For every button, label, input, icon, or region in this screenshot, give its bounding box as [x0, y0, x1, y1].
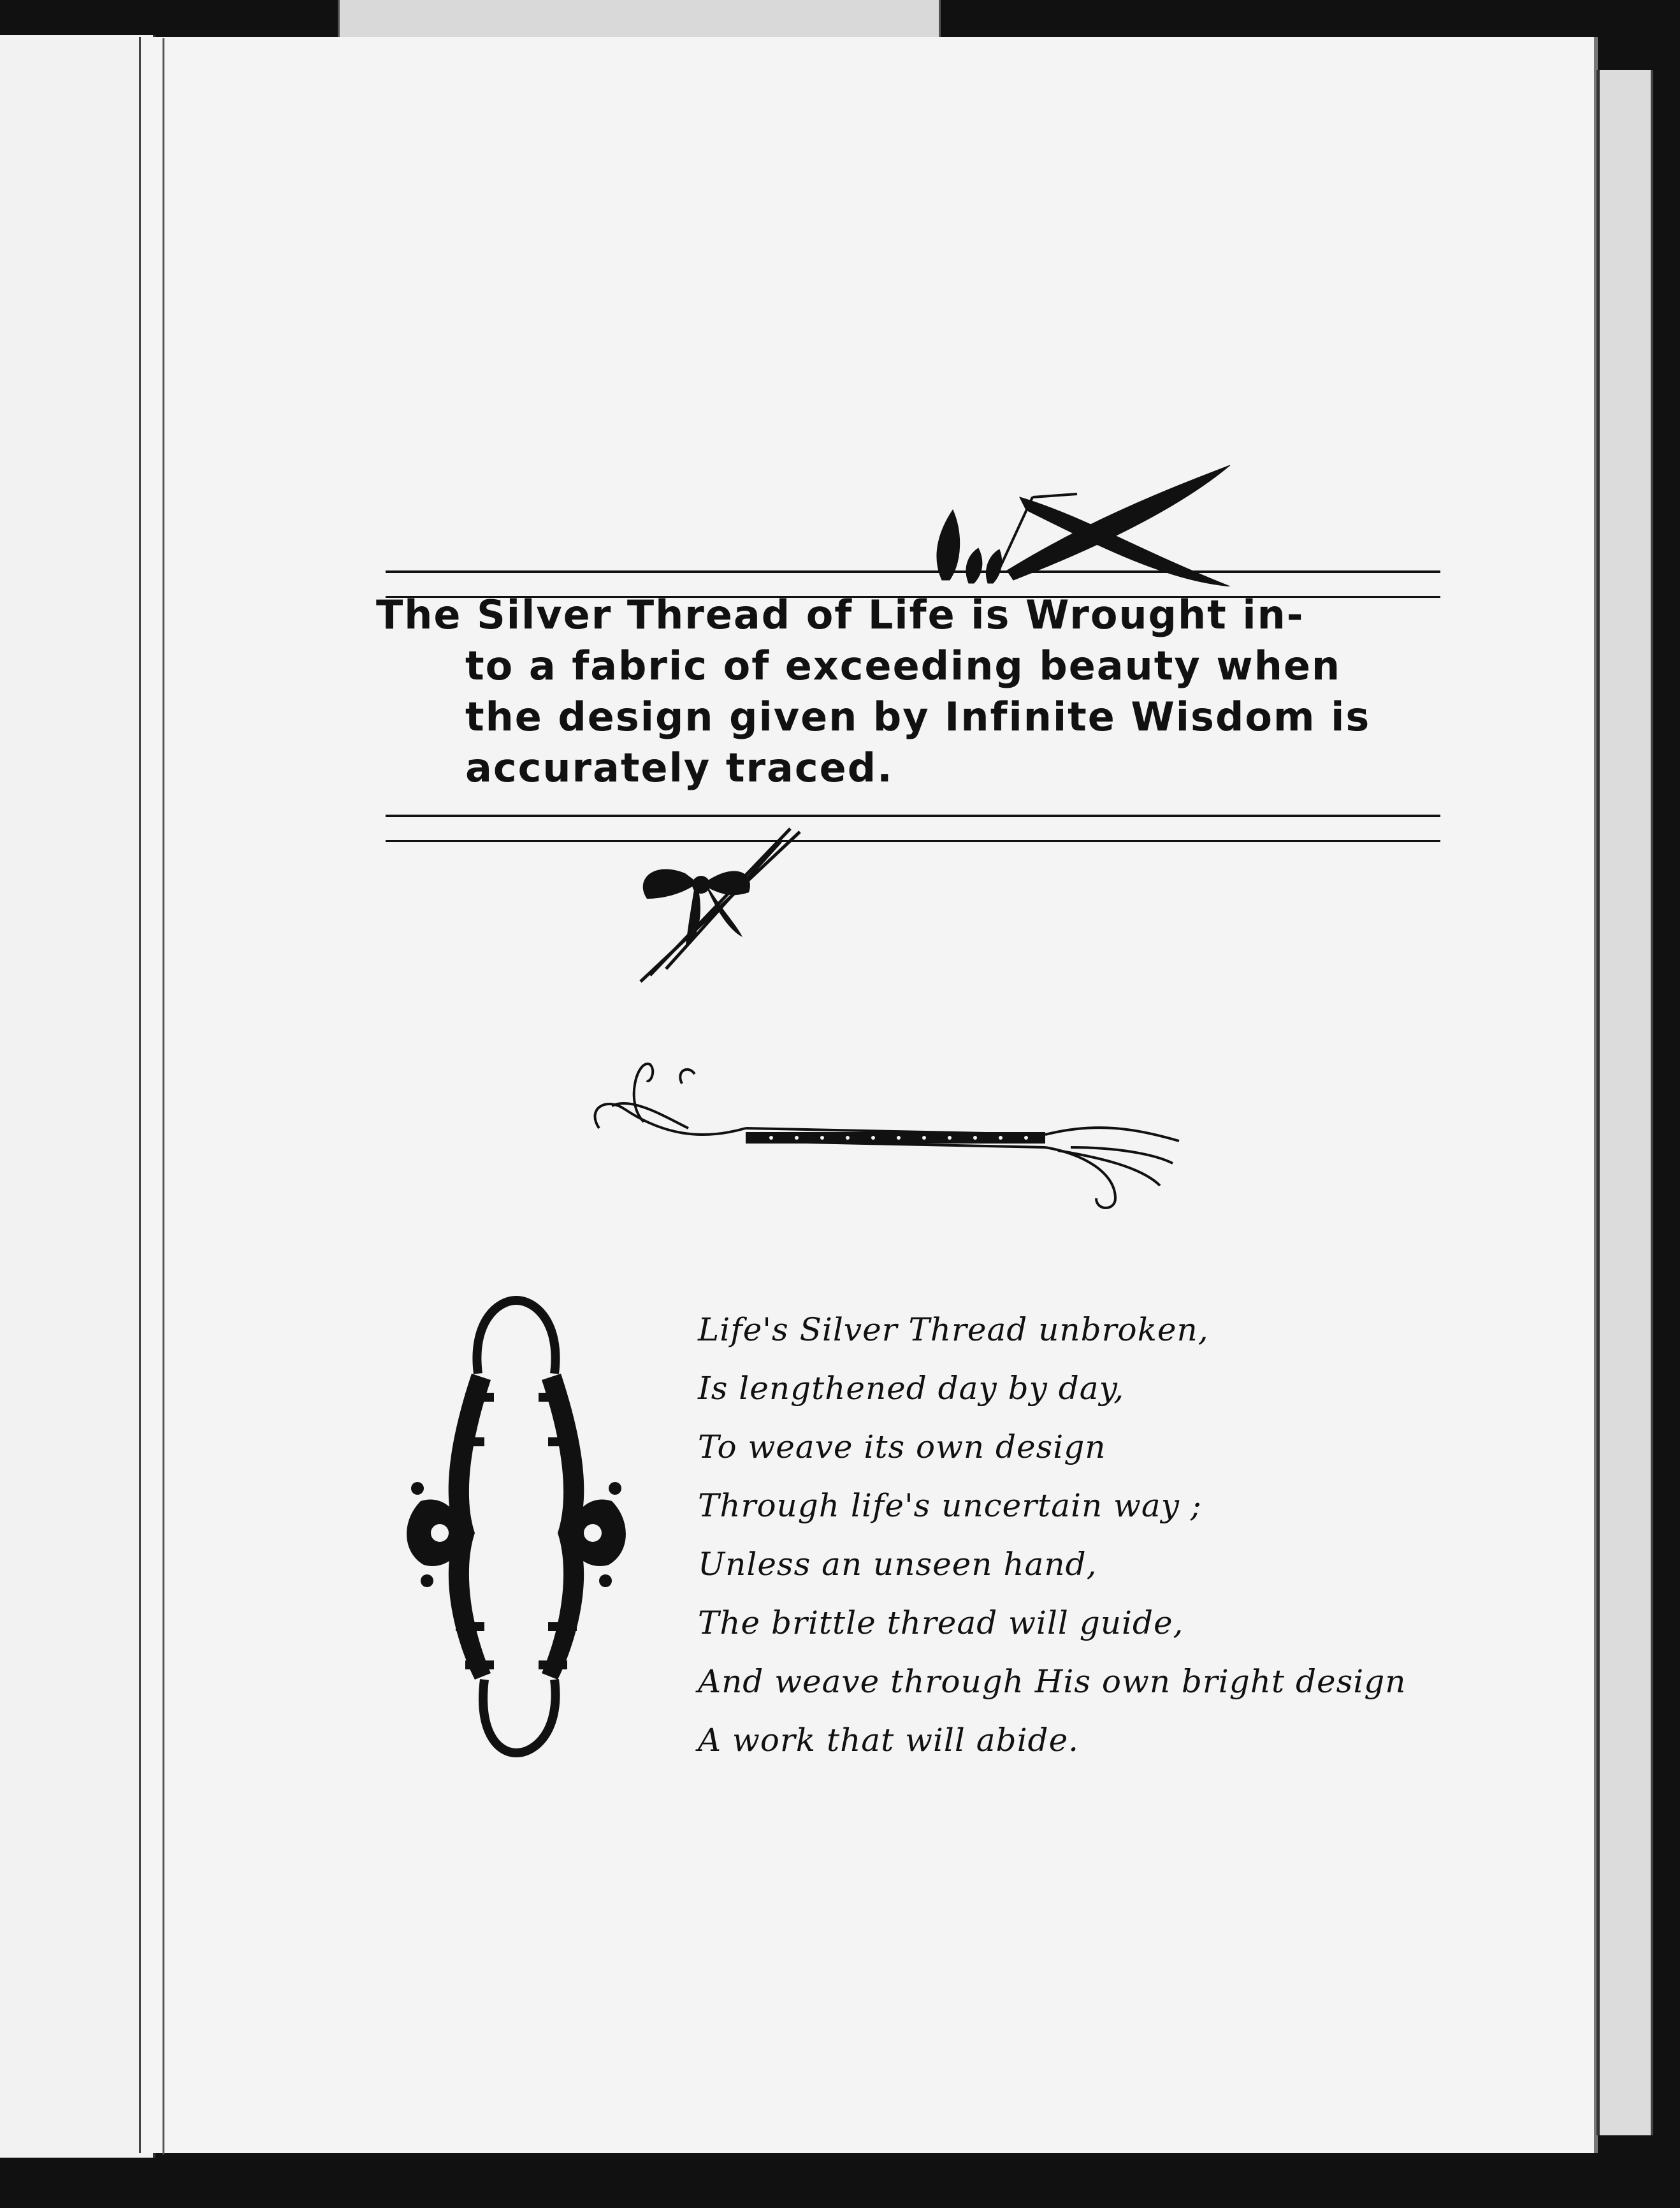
poem-line: And weave through His own bright design	[698, 1663, 1407, 1700]
poem-line: Unless an unseen hand,	[698, 1546, 1097, 1583]
left-facing-page	[0, 35, 156, 2158]
ribbon-wreath-icon	[402, 1291, 631, 1762]
poem-line: A work that will abide.	[698, 1722, 1080, 1759]
prose-line: accurately traced.	[465, 744, 894, 791]
prose-block	[376, 590, 1459, 794]
bottom-rule-upper	[386, 815, 1440, 817]
prose-line: the design given by Infinite Wisdom is	[465, 694, 1371, 740]
page-edge	[1597, 70, 1653, 2135]
poem-line: Life's Silver Thread unbroken,	[698, 1311, 1209, 1348]
wheat-sprig-icon	[924, 459, 1243, 586]
poem-line: Through life's uncertain way ;	[698, 1487, 1202, 1524]
flourish-divider-icon	[586, 1045, 1185, 1224]
poem-line: To weave its own design	[698, 1428, 1106, 1465]
top-rule-upper	[386, 570, 1440, 573]
bottom-rule-lower	[386, 840, 1440, 842]
spine-line	[163, 38, 164, 2154]
prose-line: to a fabric of exceeding beauty when	[465, 643, 1342, 689]
poem-block	[698, 1300, 1463, 1769]
poem-line: The brittle thread will guide,	[698, 1604, 1184, 1641]
prose-line: The Silver Thread of Life is Wrought in-	[376, 592, 1305, 638]
bouquet-with-bow-icon	[628, 822, 806, 988]
poem-line: Is lengthened day by day,	[698, 1370, 1125, 1407]
